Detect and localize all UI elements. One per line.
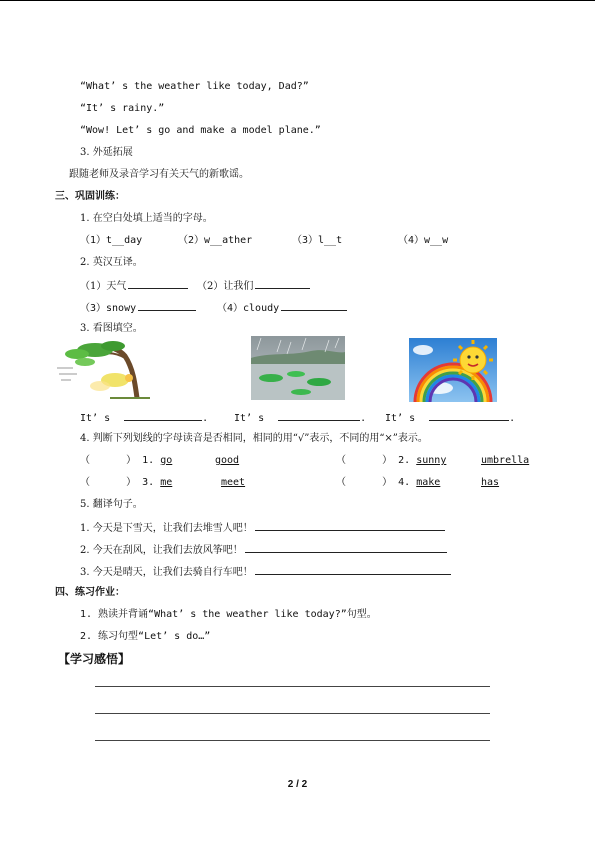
q1-item-3: （3）l__t: [292, 235, 343, 246]
q1-title: 1. 在空白处填上适当的字母。: [80, 213, 213, 224]
q4-row-2-right: （ ） 4. make: [336, 477, 441, 488]
q4-row-2-left: （ ） 3. me: [80, 477, 173, 488]
q1-item-2: （2）w__ather: [178, 235, 253, 246]
reflection-line-1: [95, 686, 490, 687]
q4-title: 4. 判断下列划线的字母读音是否相同，相同的用“√”表示，不同的用“×”表示。: [80, 433, 428, 444]
page-top-border: [0, 0, 595, 1]
section-4-heading: 四、练习作业：: [55, 587, 125, 598]
q1-item-1: （1）t__day: [80, 235, 143, 246]
q4-row-2-word-d: has: [481, 477, 500, 488]
q5-item-2: 2. 今天在刮风，让我们去放风筝吧！: [80, 542, 447, 557]
page-number: 2 / 2: [287, 779, 308, 790]
q4-row-1-word-b: good: [215, 455, 240, 466]
q2-item-3: （3）snowy: [80, 300, 196, 315]
dialogue-line-1: “What’ s the weather like today, Dad?”: [80, 81, 309, 92]
section-3-heading: 三、巩固训练：: [55, 191, 125, 202]
rainy-pond-icon: [251, 336, 345, 400]
q4-row-2-word-b: meet: [221, 477, 246, 488]
q5-item-1: 1. 今天是下雪天，让我们去堆雪人吧！: [80, 520, 445, 535]
extend-text: 跟随老师及录音学习有关天气的新歌谣。: [69, 169, 249, 180]
q3-title: 3. 看图填空。: [80, 323, 143, 334]
q3-prompt-2: It’ s .: [234, 410, 366, 425]
q1-item-4: （4）w__w: [398, 235, 449, 246]
windy-tree-icon: [55, 338, 155, 400]
q3-prompt-1: It’ s .: [80, 410, 208, 425]
q2-item-2: （2）让我们: [197, 278, 310, 293]
q5-item-3: 3. 今天是晴天，让我们去骑自行车吧！: [80, 564, 451, 579]
q4-row-1-left: （ ） 1. go: [80, 455, 173, 466]
q2-item-1: （1）天气: [80, 278, 188, 293]
sunny-rainbow-icon: [409, 338, 497, 402]
reflection-heading: 【学习感悟】: [58, 652, 131, 666]
reflection-line-2: [95, 713, 490, 714]
dialogue-line-3: “Wow! Let’ s go and make a model plane.”: [80, 125, 321, 136]
reflection-line-3: [95, 740, 490, 741]
homework-item-2: 2. 练习句型“Let’ s do…”: [80, 631, 211, 642]
q3-prompt-3: It’ s .: [385, 410, 515, 425]
q4-row-1-right: （ ） 2. sunny: [336, 455, 447, 466]
q2-title: 2. 英汉互译。: [80, 257, 143, 268]
homework-item-1: 1. 熟读并背诵“What’ s the weather like today?”句型。: [80, 609, 377, 620]
q2-item-4: （4）cloudy: [217, 300, 347, 315]
q4-row-1-word-d: umbrella: [481, 455, 530, 466]
dialogue-line-2: “It’ s rainy.”: [80, 103, 165, 114]
q5-title: 5. 翻译句子。: [80, 499, 143, 510]
extend-heading: 3. 外延拓展: [80, 147, 133, 158]
